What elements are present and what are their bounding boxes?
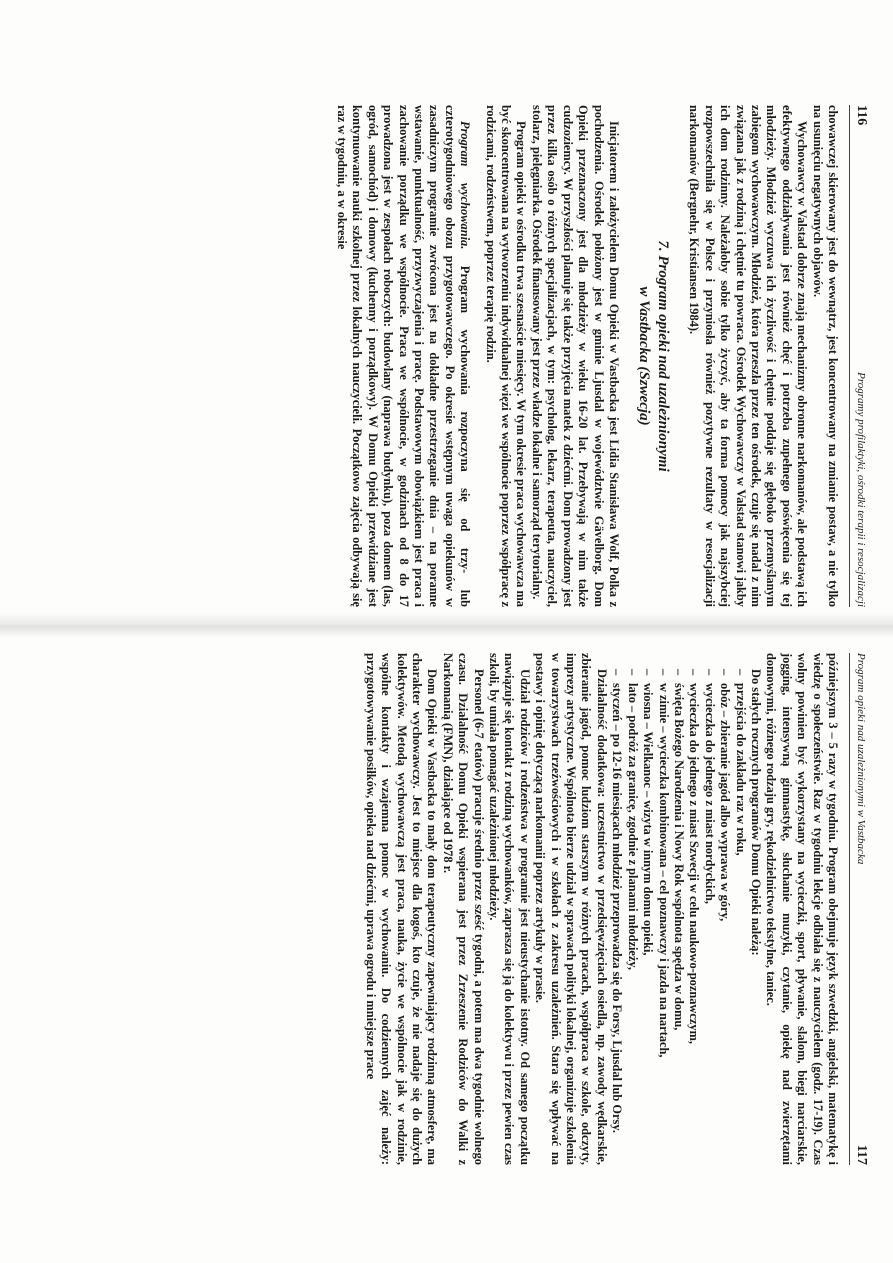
annual-program-list <box>609 653 748 1165</box>
right-running-head: Program opieki nad uzależnionymi w Vastbacka <box>855 653 867 865</box>
paragraph: Program opieki w ośrodku trwa szesnaście miesięcy. W tym okresie praca wychowawcza ma być skoncentrowana na wytworzeniu indywidualnej więzi we wspólnocie poprzez współpracę z rodzicami, rodzeństwem, poprzez terapię rodzin. <box>483 105 529 607</box>
list-item: – przejścia do zakładu raz w roku, <box>732 669 747 1165</box>
list-item: – wycieczka do jednego z miast Szwecji w celu naukowo-poznawczym, <box>686 669 701 1165</box>
program-lead: Program wychowania. <box>458 121 473 250</box>
list-item: – obóz – zbieranie jagód albo wyprawa w góry, <box>717 669 732 1165</box>
right-page-body <box>362 653 840 1165</box>
list-item: – styczeń – po 12-16 miesiącach młodzież przeprowadza się do Forsy, Ljusdal lub Orsy. <box>609 669 624 1165</box>
left-page <box>0 0 893 625</box>
paragraph: Personel (6-7 etatów) pracuje średnio przez sześć tygodni, a potem ma dwa tygodnie wolnego czasu. Działalność Domu Opieki wspierana jest przez Zrzeszenie Rodziców do Walki z Narkomanią (FMN), działające od 1978 r. <box>440 653 486 1165</box>
list-item: – święta Bożego Narodzenia i Nowy Rok wspólnota spędza w domu, <box>671 669 686 1165</box>
paragraph: Udział rodziców i rodzeństwa w programie jest nieustychanie istotny. Od samego początku nawiązuje się kontakt z rodziną wychowanków, zaprasza się ją do kolektywu i przez pewien czas szkoli, by umiała pomagać uzależnionej młodzieży. <box>487 653 532 1165</box>
paragraph: Działalność dodatkowa: uczestnictwo w przedsięwzięciach osiedla, np. zawody wędkarskie, zbieranie jagód, pomoc ludziom starszym w różnych pracach, współpraca w szkole, odczyty, imprezy artystyczne. Wspólnota bierze udział w sprawach polityki lokalnej, organizuje szkolenia w towarzystwach trzeźwościowych i w szkołach z zakresu uzależnień. Stara się wpływać na postawy i opinię dotyczącą narkomanii poprzez artykuły w prasie. <box>533 653 609 1165</box>
section-heading-line: w Vastbacka (Szwecja) <box>635 286 652 426</box>
list-item: – w zimie – wycieczka kombinowana – cel poznawczy i jazda na nartach, <box>655 669 670 1165</box>
left-running-head: Programy profilaktyki, ośrodki terapii i resocjalizacji <box>855 372 867 607</box>
paragraph: Do stałych rocznych programów Domu Opieki należą: <box>748 669 763 956</box>
list-item: – lato – podróż za granicę, zgodnie z planami młodzieży, <box>624 669 639 1165</box>
left-page-body <box>334 105 840 607</box>
paragraph: chowawczej skierowany jest do wewnątrz, jest koncentrowany na zmianie postaw, a nie tylko na usunięciu negatywnych objawów. <box>810 105 840 607</box>
left-page-header <box>849 105 869 607</box>
program-text: Program wychowania rozpoczyna się od trzy- lub czterotygodniowego obozu przygotowawczego. Po okresie wstępnym uwaga opiekunów w zasadniczym programie zwrócona jest na dokładne przestrzeganie dnia – na poranne wstawanie, punktualność, przyzwyczajenia i pracę. Podstawowym obowiązkiem jest praca i zachowanie porządku we wspólnocie. Praca we wspólnocie, w godzinach od 8 do 17 prowadzona jest w zespołach roboczych: budowlany (naprawa budynku), poza domem (las, ogród, samochód) i domowy (kuchenny i porządkowy). W Domu Opieki przewidziane jest kontynuowanie nauki szkolnej przez lokalnych nauczycieli. Początkowo zajęcia odbywają się raz w tygodniu, a w okresie <box>335 105 473 607</box>
paragraph: Inicjatorem i założycielem Domu Opieki w Vastbacka jest Lidia Stanisława Wolf, Polka z pochodzenia. Ośrodek położony jest w gminie Ljusdal w województwie Gävelborg. Dom Opieki przeznaczony jest dla młodzieży w wieku 16-20 lat. Przebywają w nim także cudzoziemcy. W przyszłości planuje się także przyjęcia matek z dziećmi. Dom prowadzony jest przez kilka osób o różnych specjalizacjach, w tym: psycholog, lekarz, terapeuta, nauczyciel, stolarz, pielęgniarka. Ośrodek finansowany jest przez władze lokalne i samorząd terytorialny. <box>529 105 621 607</box>
paragraph: Wychowawcy w Valstad dobrze znają mechanizmy obronne narkomanów, ale podstawą ich efektywnego oddziaływania jest również chęć i potrzeba zupełnego poświęcenia się tej młodzieży. Młodzież wyczuwa ich życzliwość i chętnie poddaje się głęboko przemyślanym zabiegom wychowawczym. Młodzież, która przeszła przez ten ośrodek, czuje się nadal z nim związana jak z rodziną i chętnie tu powraca. Ośrodek Wychowawczy w Valstad stanowi jakby ich dom rodzinny. Należałoby sobie tylko życzyć, aby ta forma pomocy jak najszybciej rozpowszechniła się w Polsce i przyniosła również pozytywne rezultaty w resocjalizacji narkomanów (Bergnehr, Kristiansen 1984). <box>687 105 810 607</box>
section-heading <box>634 105 672 607</box>
paragraph: Dom Opieki w Vastbacka to mały dom terapeutyczny zapewniający rodzinną atmosferę, ma charakter wychowawczy. Jest to miejsce dla kogoś, kto czuje, że nie nadaje się do dużych kolektywów. Metodą wychowawczą jest praca, nauka, życie we wspólnocie jak w rodzinie, wspólne kontakty i wzajemna pomoc w wychowaniu. Do codziennych zajęć należy: przygotowywanie posiłków, opieka nad dziećmi, uprawa ogrodu i mniejsze prace <box>363 653 440 1165</box>
section-heading-line: 7. Program opieki nad uzależnionymi <box>654 240 671 472</box>
paragraph: późniejszym 3 – 5 razy w tygodniu. Program obejmuje język szwedzki, angielski, matematykę i wiedzę o społeczeństwie. Raz w tygodniu lekcje odbiała się z nauczycielem (godz. 17-19). Czas wolny powinien być wykorzystany na wycieczki, sport, pływanie, slalom, biegi narciarskie, jogging, intensywną gimnastykę, słuchanie muzyki, czytanie, opiekę nad zwierzętami domowymi, różnego rodzaju gry, rękodzielnictwo tekstylne, taniec. <box>764 653 840 1165</box>
right-page-number: 117 <box>854 1144 869 1165</box>
left-page-number: 116 <box>854 105 869 126</box>
list-item: – wycieczka do jednego z miast nordyckich, <box>701 669 716 1165</box>
list-item: – wiosna – Wielkanoc – wizyta w innym domu opieki, <box>640 669 655 1165</box>
right-page-header <box>849 653 869 1165</box>
right-page <box>0 625 893 1263</box>
program-paragraph <box>334 105 473 607</box>
